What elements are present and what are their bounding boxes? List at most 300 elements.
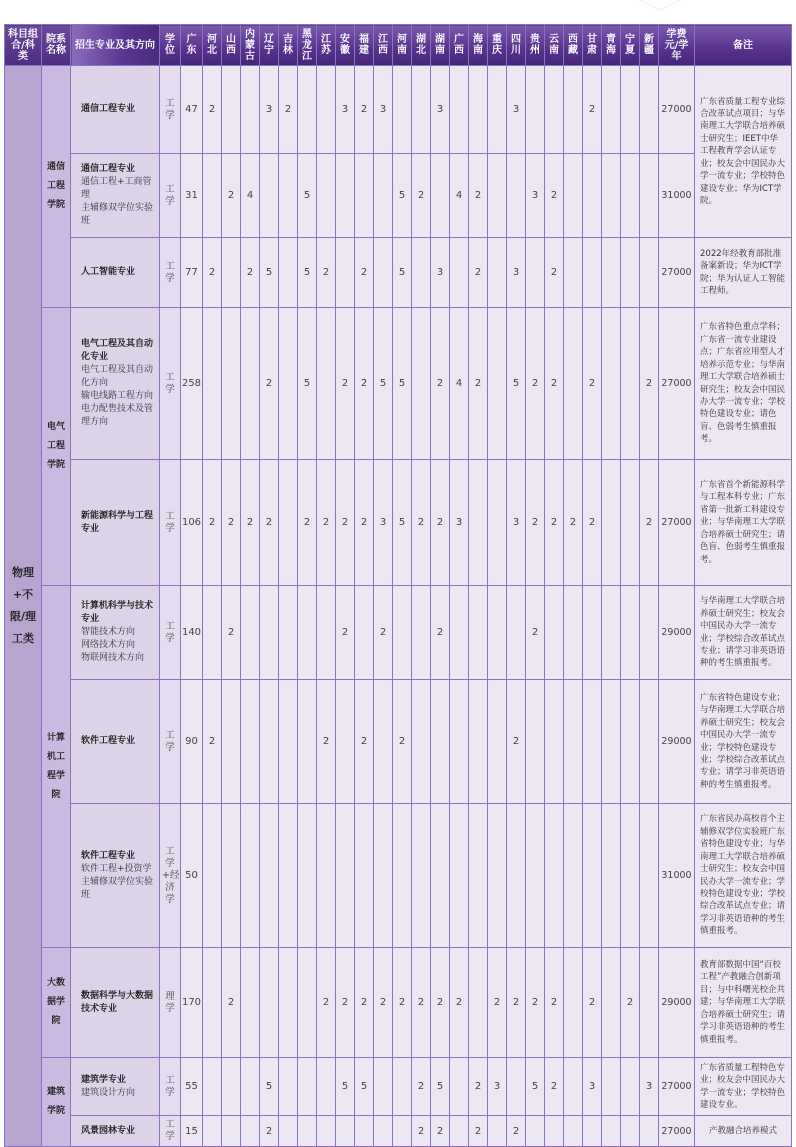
province-quota-cell xyxy=(621,238,640,308)
province-quota-cell: 5 xyxy=(355,1058,374,1116)
province-quota-cell xyxy=(412,680,431,804)
note-cell: 与华南理工大学联合培养硕士研究生；校友会中国民办大学一流专业；学校综合改革试点专业；请学习非英语语种的考生慎重报考。 xyxy=(695,586,792,680)
degree-cell: 工学 xyxy=(160,460,181,586)
province-quota-cell xyxy=(450,238,469,308)
province-quota-cell: 2 xyxy=(583,948,602,1058)
province-quota-cell: 2 xyxy=(222,154,241,238)
table-row xyxy=(5,680,792,804)
province-quota-cell xyxy=(374,154,393,238)
province-quota-cell xyxy=(469,804,488,948)
major-cell xyxy=(71,1116,160,1147)
province-quota-cell: 5 xyxy=(298,308,317,460)
province-quota-cell: 4 xyxy=(450,154,469,238)
province-quota-cell xyxy=(336,154,355,238)
province-quota-cell xyxy=(431,154,450,238)
province-quota-cell xyxy=(203,154,222,238)
province-quota-cell: 2 xyxy=(526,308,545,460)
admission-plan-table xyxy=(4,24,792,1147)
major-direction: 物联网技术方向 xyxy=(81,653,145,663)
province-quota-cell xyxy=(545,586,564,680)
province-quota-cell xyxy=(298,680,317,804)
province-quota-cell xyxy=(621,460,640,586)
province-quota-cell xyxy=(203,948,222,1058)
major-name: 数据科学与大数据技术专业 xyxy=(81,990,154,1014)
province-quota-cell: 2 xyxy=(317,238,336,308)
province-quota-cell: 2 xyxy=(222,586,241,680)
guangdong-quota-cell: 140 xyxy=(181,586,203,680)
province-quota-cell xyxy=(355,586,374,680)
province-quota-cell: 2 xyxy=(279,66,298,154)
header-province: 吉林 xyxy=(279,25,298,66)
note-cell: 广东省民办高校首个主辅修双学位实验班广东省特色建设专业；与华南理工大学联合培养硕士研究生；校友会中国民办大学一流专业；学校特色建设专业；学校综合改革试点专业；请学习非英语语种的考生慎重报考。 xyxy=(695,804,792,948)
province-quota-cell: 2 xyxy=(469,238,488,308)
header-province: 广西 xyxy=(450,25,469,66)
province-quota-cell xyxy=(241,308,260,460)
province-quota-cell xyxy=(469,948,488,1058)
province-quota-cell: 2 xyxy=(545,460,564,586)
province-quota-cell xyxy=(412,804,431,948)
degree-cell: 工学 xyxy=(160,1116,181,1147)
major-name: 通信工程专业 xyxy=(81,164,136,174)
province-quota-cell xyxy=(203,1058,222,1116)
province-quota-cell xyxy=(526,66,545,154)
province-quota-cell: 2 xyxy=(640,308,659,460)
guangdong-quota-cell: 50 xyxy=(181,804,203,948)
province-quota-cell: 3 xyxy=(583,1058,602,1116)
province-quota-cell xyxy=(241,586,260,680)
province-quota-cell xyxy=(317,586,336,680)
province-quota-cell xyxy=(260,948,279,1058)
degree-cell: 工学 xyxy=(160,1058,181,1116)
province-quota-cell: 2 xyxy=(621,948,640,1058)
province-quota-cell xyxy=(279,804,298,948)
province-quota-cell xyxy=(621,586,640,680)
province-quota-cell xyxy=(488,308,507,460)
province-quota-cell: 2 xyxy=(374,948,393,1058)
province-quota-cell: 3 xyxy=(450,460,469,586)
major-direction: 电气工程及其自动化方向 xyxy=(81,365,154,388)
province-quota-cell xyxy=(203,804,222,948)
province-quota-cell xyxy=(488,804,507,948)
major-cell xyxy=(71,238,160,308)
province-quota-cell: 5 xyxy=(260,1058,279,1116)
province-quota-cell xyxy=(526,1116,545,1147)
province-quota-cell: 2 xyxy=(355,66,374,154)
guangdong-quota-cell: 31 xyxy=(181,154,203,238)
table-body xyxy=(5,66,792,1147)
table-header xyxy=(5,25,792,66)
province-quota-cell xyxy=(222,308,241,460)
header-province: 内蒙古 xyxy=(241,25,260,66)
province-quota-cell xyxy=(279,1116,298,1147)
table-row xyxy=(5,586,792,680)
table-row xyxy=(5,1058,792,1116)
major-name: 软件工程专业 xyxy=(81,736,136,746)
province-quota-cell: 3 xyxy=(260,66,279,154)
province-quota-cell xyxy=(317,804,336,948)
province-quota-cell xyxy=(260,154,279,238)
header-province: 辽宁 xyxy=(260,25,279,66)
header-province: 新疆 xyxy=(640,25,659,66)
guangdong-quota-cell: 170 xyxy=(181,948,203,1058)
province-quota-cell: 2 xyxy=(393,680,412,804)
province-quota-cell: 5 xyxy=(393,238,412,308)
note-cell: 教育部数据中国“百校工程”产教融合创新项目；与中科曙光校企共建；与华南理工大学联合培养硕士研究生；请学习非英语语种的考生慎重报考。 xyxy=(695,948,792,1058)
province-quota-cell: 2 xyxy=(355,460,374,586)
province-quota-cell: 2 xyxy=(355,680,374,804)
province-quota-cell xyxy=(564,586,583,680)
province-quota-cell: 2 xyxy=(507,1116,526,1147)
header-province: 云南 xyxy=(545,25,564,66)
province-quota-cell: 2 xyxy=(317,948,336,1058)
guangdong-quota-cell: 106 xyxy=(181,460,203,586)
province-quota-cell xyxy=(279,308,298,460)
note-cell: 产教融合培养模式 xyxy=(695,1116,792,1147)
province-quota-cell: 2 xyxy=(564,460,583,586)
province-quota-cell xyxy=(298,586,317,680)
province-quota-cell: 2 xyxy=(545,238,564,308)
province-quota-cell xyxy=(564,308,583,460)
province-quota-cell: 2 xyxy=(336,586,355,680)
province-quota-cell: 2 xyxy=(526,460,545,586)
table-row xyxy=(5,154,792,238)
province-quota-cell xyxy=(317,1116,336,1147)
note-cell: 广东省质量工程特色专业；校友会中国民办大学一流专业；学校特色建设专业。 xyxy=(695,1058,792,1116)
header-province: 湖北 xyxy=(412,25,431,66)
province-quota-cell xyxy=(564,948,583,1058)
tuition-fee-cell: 29000 xyxy=(659,586,695,680)
province-quota-cell xyxy=(564,238,583,308)
guangdong-quota-cell: 47 xyxy=(181,66,203,154)
province-quota-cell: 2 xyxy=(412,1058,431,1116)
province-quota-cell xyxy=(564,1116,583,1147)
subject-group-cell: 物理+不限/理工类 xyxy=(5,66,42,1147)
province-quota-cell xyxy=(355,154,374,238)
province-quota-cell xyxy=(279,948,298,1058)
province-quota-cell xyxy=(222,1116,241,1147)
province-quota-cell xyxy=(374,1116,393,1147)
province-quota-cell xyxy=(621,1116,640,1147)
tuition-fee-cell: 27000 xyxy=(659,1058,695,1116)
admission-plan-table-container xyxy=(4,24,788,1147)
header-note: 备注 xyxy=(695,25,792,66)
province-quota-cell: 2 xyxy=(412,460,431,586)
province-quota-cell xyxy=(621,308,640,460)
province-quota-cell: 2 xyxy=(431,948,450,1058)
province-quota-cell: 5 xyxy=(393,308,412,460)
degree-cell: 工学 xyxy=(160,308,181,460)
major-direction: 主辅修双学位实验班 xyxy=(81,876,154,900)
province-quota-cell xyxy=(393,586,412,680)
province-quota-cell: 2 xyxy=(336,308,355,460)
province-quota-cell xyxy=(241,804,260,948)
province-quota-cell xyxy=(355,804,374,948)
header-province: 西藏 xyxy=(564,25,583,66)
province-quota-cell xyxy=(279,586,298,680)
header-degree: 学位 xyxy=(160,25,181,66)
province-quota-cell: 2 xyxy=(469,1058,488,1116)
province-quota-cell xyxy=(469,66,488,154)
province-quota-cell xyxy=(412,66,431,154)
province-quota-cell: 2 xyxy=(431,308,450,460)
province-quota-cell xyxy=(469,460,488,586)
major-cell xyxy=(71,1058,160,1116)
province-quota-cell: 3 xyxy=(507,460,526,586)
province-quota-cell: 5 xyxy=(393,460,412,586)
guangdong-quota-cell: 77 xyxy=(181,238,203,308)
province-quota-cell xyxy=(317,308,336,460)
province-quota-cell xyxy=(564,154,583,238)
province-quota-cell: 2 xyxy=(583,460,602,586)
province-quota-cell xyxy=(621,154,640,238)
province-quota-cell xyxy=(241,66,260,154)
major-direction: 主辅修双学位实验班 xyxy=(81,203,154,226)
province-quota-cell xyxy=(222,66,241,154)
note-cell: 2022年经教育部批准备案新设；华为ICT学院；华为认证人工智能工程师。 xyxy=(695,238,792,308)
province-quota-cell xyxy=(640,948,659,1058)
tuition-fee-cell: 31000 xyxy=(659,154,695,238)
major-direction: 建筑设计方向 xyxy=(81,1087,136,1098)
province-quota-cell: 2 xyxy=(507,680,526,804)
province-quota-cell xyxy=(260,680,279,804)
header-province: 湖南 xyxy=(431,25,450,66)
province-quota-cell xyxy=(374,238,393,308)
province-quota-cell xyxy=(507,804,526,948)
province-quota-cell xyxy=(602,238,621,308)
province-quota-cell xyxy=(450,66,469,154)
province-quota-cell xyxy=(203,308,222,460)
major-name: 人工智能专业 xyxy=(81,267,136,277)
province-quota-cell: 2 xyxy=(545,154,564,238)
province-quota-cell xyxy=(526,238,545,308)
major-name: 电气工程及其自动化专业 xyxy=(81,339,154,362)
province-quota-cell xyxy=(431,804,450,948)
province-quota-cell: 2 xyxy=(469,154,488,238)
province-quota-cell: 2 xyxy=(222,460,241,586)
province-quota-cell xyxy=(488,238,507,308)
major-name: 计算机科学与技术专业 xyxy=(81,601,154,624)
province-quota-cell: 2 xyxy=(545,308,564,460)
guangdong-quota-cell: 55 xyxy=(181,1058,203,1116)
province-quota-cell: 5 xyxy=(298,154,317,238)
province-quota-cell: 2 xyxy=(469,308,488,460)
degree-cell: 工学 xyxy=(160,680,181,804)
province-quota-cell: 3 xyxy=(488,1058,507,1116)
major-cell xyxy=(71,308,160,460)
province-quota-cell: 2 xyxy=(355,948,374,1058)
province-quota-cell: 2 xyxy=(260,308,279,460)
province-quota-cell xyxy=(507,1058,526,1116)
province-quota-cell xyxy=(450,586,469,680)
header-province: 海南 xyxy=(469,25,488,66)
header-fee: 学费元/学年 xyxy=(659,25,695,66)
major-cell xyxy=(71,680,160,804)
province-quota-cell xyxy=(507,586,526,680)
header-major: 招生专业及其方向 xyxy=(71,25,160,66)
province-quota-cell xyxy=(583,238,602,308)
table-row xyxy=(5,948,792,1058)
province-quota-cell xyxy=(583,804,602,948)
province-quota-cell xyxy=(298,1058,317,1116)
province-quota-cell: 2 xyxy=(545,1058,564,1116)
province-quota-cell xyxy=(241,680,260,804)
tuition-fee-cell: 27000 xyxy=(659,308,695,460)
province-quota-cell: 4 xyxy=(450,308,469,460)
province-quota-cell xyxy=(640,66,659,154)
province-quota-cell: 3 xyxy=(507,238,526,308)
province-quota-cell xyxy=(469,680,488,804)
province-quota-cell xyxy=(469,586,488,680)
header-province: 广东 xyxy=(181,25,203,66)
header-province: 重庆 xyxy=(488,25,507,66)
province-quota-cell: 2 xyxy=(450,948,469,1058)
province-quota-cell: 2 xyxy=(393,948,412,1058)
major-direction: 电力配售技术及管理方向 xyxy=(81,404,154,427)
province-quota-cell xyxy=(621,66,640,154)
province-quota-cell: 3 xyxy=(336,66,355,154)
province-quota-cell xyxy=(602,804,621,948)
table-row xyxy=(5,308,792,460)
major-cell xyxy=(71,460,160,586)
province-quota-cell: 2 xyxy=(241,238,260,308)
tuition-fee-cell: 29000 xyxy=(659,948,695,1058)
province-quota-cell: 2 xyxy=(260,460,279,586)
province-quota-cell: 5 xyxy=(393,154,412,238)
province-quota-cell: 5 xyxy=(298,238,317,308)
province-quota-cell xyxy=(488,66,507,154)
major-name: 风景园林专业 xyxy=(81,1125,136,1136)
province-quota-cell xyxy=(222,1058,241,1116)
province-quota-cell xyxy=(374,680,393,804)
province-quota-cell xyxy=(298,66,317,154)
province-quota-cell: 3 xyxy=(374,460,393,586)
province-quota-cell xyxy=(640,238,659,308)
province-quota-cell xyxy=(279,154,298,238)
major-direction: 输电线路工程方向 xyxy=(81,391,154,401)
province-quota-cell xyxy=(564,66,583,154)
province-quota-cell xyxy=(640,1116,659,1147)
tuition-fee-cell: 27000 xyxy=(659,238,695,308)
province-quota-cell: 2 xyxy=(203,238,222,308)
province-quota-cell xyxy=(241,948,260,1058)
province-quota-cell: 2 xyxy=(355,238,374,308)
degree-cell: 工学 xyxy=(160,238,181,308)
header-province: 安徽 xyxy=(336,25,355,66)
province-quota-cell xyxy=(317,66,336,154)
province-quota-cell: 2 xyxy=(203,66,222,154)
tuition-fee-cell: 29000 xyxy=(659,680,695,804)
note-cell: 广东省质量工程专业综合改革试点项目；与华南理工大学联合培养硕士研究生；IEET中华工程教育学会认证专业；校友会中国民办大学一流专业；学校特色建设专业；华为ICT学院。 xyxy=(695,66,792,238)
tuition-fee-cell: 27000 xyxy=(659,460,695,586)
province-quota-cell: 2 xyxy=(583,308,602,460)
province-quota-cell xyxy=(640,586,659,680)
province-quota-cell: 2 xyxy=(412,948,431,1058)
header-province: 宁夏 xyxy=(621,25,640,66)
province-quota-cell xyxy=(602,680,621,804)
province-quota-cell xyxy=(241,1116,260,1147)
province-quota-cell xyxy=(203,586,222,680)
province-quota-cell xyxy=(393,1058,412,1116)
province-quota-cell xyxy=(298,948,317,1058)
province-quota-cell xyxy=(203,1116,222,1147)
province-quota-cell xyxy=(450,1116,469,1147)
department-cell: 大数据学院 xyxy=(42,948,71,1058)
province-quota-cell xyxy=(640,804,659,948)
province-quota-cell: 2 xyxy=(507,948,526,1058)
province-quota-cell: 2 xyxy=(203,460,222,586)
province-quota-cell: 3 xyxy=(374,66,393,154)
province-quota-cell xyxy=(279,1058,298,1116)
header-province: 江苏 xyxy=(317,25,336,66)
province-quota-cell: 2 xyxy=(336,948,355,1058)
guangdong-quota-cell: 258 xyxy=(181,308,203,460)
province-quota-cell xyxy=(431,680,450,804)
province-quota-cell: 2 xyxy=(336,460,355,586)
province-quota-cell: 3 xyxy=(431,66,450,154)
province-quota-cell xyxy=(393,66,412,154)
background-hexagon-decoration xyxy=(560,0,796,24)
header-province: 贵州 xyxy=(526,25,545,66)
tuition-fee-cell: 27000 xyxy=(659,1116,695,1147)
province-quota-cell xyxy=(602,948,621,1058)
province-quota-cell xyxy=(241,1058,260,1116)
province-quota-cell xyxy=(374,1058,393,1116)
province-quota-cell xyxy=(336,238,355,308)
province-quota-cell xyxy=(279,460,298,586)
province-quota-cell: 2 xyxy=(412,154,431,238)
province-quota-cell xyxy=(222,804,241,948)
major-direction: 软件工程+投资学 xyxy=(81,863,152,874)
header-province: 福建 xyxy=(355,25,374,66)
province-quota-cell: 3 xyxy=(431,238,450,308)
province-quota-cell xyxy=(545,680,564,804)
department-cell: 计算机工程学院 xyxy=(42,586,71,948)
province-quota-cell: 2 xyxy=(374,586,393,680)
province-quota-cell: 2 xyxy=(431,1116,450,1147)
province-quota-cell: 5 xyxy=(336,1058,355,1116)
province-quota-cell: 3 xyxy=(640,1058,659,1116)
province-quota-cell xyxy=(583,586,602,680)
province-quota-cell xyxy=(317,1058,336,1116)
major-name: 建筑学专业 xyxy=(81,1074,127,1085)
province-quota-cell: 3 xyxy=(507,66,526,154)
province-quota-cell: 2 xyxy=(488,948,507,1058)
province-quota-cell: 2 xyxy=(583,66,602,154)
tuition-fee-cell: 27000 xyxy=(659,66,695,154)
province-quota-cell: 2 xyxy=(469,1116,488,1147)
province-quota-cell xyxy=(621,1058,640,1116)
major-cell xyxy=(71,948,160,1058)
province-quota-cell xyxy=(374,804,393,948)
province-quota-cell: 2 xyxy=(355,308,374,460)
province-quota-cell xyxy=(621,680,640,804)
province-quota-cell xyxy=(279,238,298,308)
province-quota-cell xyxy=(279,680,298,804)
province-quota-cell xyxy=(222,238,241,308)
major-name: 软件工程专业 xyxy=(81,850,136,861)
province-quota-cell: 2 xyxy=(298,460,317,586)
major-cell xyxy=(71,66,160,154)
header-province: 江西 xyxy=(374,25,393,66)
degree-cell: 工学 xyxy=(160,66,181,154)
province-quota-cell xyxy=(545,804,564,948)
province-quota-cell: 2 xyxy=(431,460,450,586)
header-province: 甘肃 xyxy=(583,25,602,66)
province-quota-cell xyxy=(564,804,583,948)
province-quota-cell xyxy=(602,308,621,460)
province-quota-cell xyxy=(564,1058,583,1116)
province-quota-cell: 4 xyxy=(241,154,260,238)
